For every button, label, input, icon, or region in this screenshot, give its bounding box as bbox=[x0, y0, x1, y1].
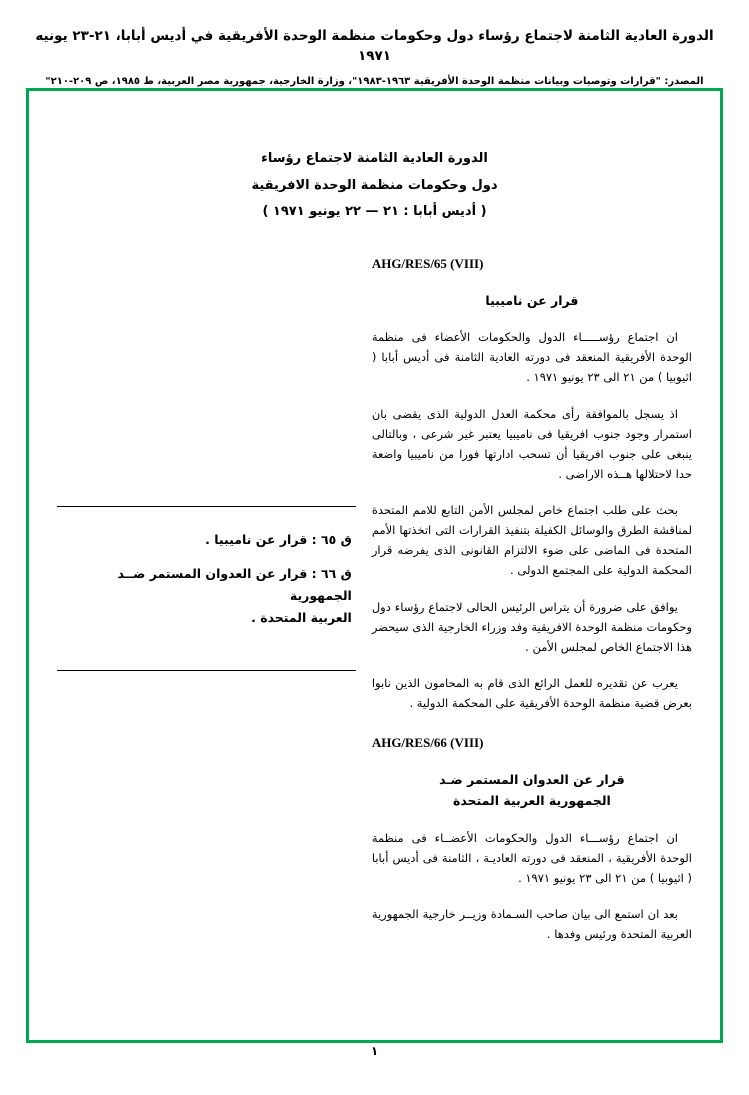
resolution-66-paragraph-1: ان اجتماع رؤســـاء الدول والحكومات الأعضــاء فى منظمة الوحدة الأفريقية ، المنعقد فى دورته العاديـة ، الثامنة فى أديس أبابا ( اثيوبيا ) من ٢١ الى ٢٣ يونيو ١٩٧١ . bbox=[371, 830, 692, 885]
resolution-65-paragraph-3: بحث على طلب اجتماع خاص لمجلس الأمن التابع للامم المتحدة لمناقشة الطرق والوسائل الكفيلة بتنفيذ القرارات التى اتخذتها الأمم المتحدة فى الماضى على ضوء الالتزام القانونى الذى يفرضه قرار المحكمة الدولية على المجتمع الدولى . bbox=[371, 503, 692, 578]
frame-content bbox=[29, 146, 720, 1095]
contents-item-65 bbox=[61, 529, 352, 551]
resolution-65-paragraph-4: يوافق على ضرورة أن يتراس الرئيس الحالى لاجتماع رؤساء دول وحكومات منظمة الوحدة الافريقية وفد وزراء الخارجية الذى سيحضر هذا الاجتماع الخاص لمجلس الأمن . bbox=[371, 599, 692, 654]
page-number: ١ bbox=[370, 1044, 379, 1058]
resolution-code-66: AHG/RES/66 (VIII) bbox=[371, 735, 484, 751]
document-title-line-3: ( أديس أبابا : ٢١ — ٢٢ يونيو ١٩٧١ ) bbox=[262, 204, 487, 220]
resolution-66-paragraph-2: بعد ان استمع الى بيان صاحب السـمادة وزيــر خارجية الجمهورية العربية المتحدة ورئيس وفدها . bbox=[371, 907, 692, 942]
contents-column bbox=[57, 256, 362, 960]
resolution-65-paragraph-2: اذ يسجل بالموافقة رأى محكمة العدل الدولية الذى يقضى بان استمرار وجود جنوب افريقيا فى ناميبيا يعتبر غير شرعى ، وبالتالى ينبغى على جنوب افريقيا أن تسحب ادارتها فورا من ناميبيا واضعة حدا لاحتلالها هــذه الاراضى . bbox=[371, 406, 692, 481]
document-header bbox=[0, 0, 749, 90]
header-title: الدورة العادية الثامنة لاجتماع رؤساء دول وحكومات منظمة الوحدة الأفريقية في أديس أبابا، ٢١-٢٣ يونيه ١٩٧١ bbox=[35, 28, 714, 65]
resolution-heading-65: قرار عن ناميبيا bbox=[485, 292, 579, 308]
body-columns bbox=[29, 256, 720, 960]
contents-list bbox=[57, 507, 356, 661]
contents-item-65-text: ق ٦٥ : قرار عن ناميبيا . bbox=[205, 531, 352, 547]
document-title-line-2: دول وحكومات منظمة الوحدة الافريقية bbox=[251, 177, 498, 193]
resolution-65-paragraph-1: ان اجتماع رؤســـــاء الدول والحكومات الأعضاء فى منظمة الوحدة الأفريقية المنعقد فى دورته العادية الثامنة فى أديس أبابا ( اثيوبيا ) من ٢١ الى ٢٣ يونيو ١٩٧١ . bbox=[371, 330, 692, 385]
resolution-heading-66-line-1: قرار عن العدوان المستمر ضـد bbox=[439, 772, 625, 788]
contents-item-66 bbox=[61, 563, 352, 629]
resolution-code-65: AHG/RES/65 (VIII) bbox=[371, 255, 484, 271]
document-title bbox=[29, 146, 720, 226]
document-title-line-1: الدورة العادية الثامنة لاجتماع رؤساء bbox=[261, 151, 488, 166]
contents-bottom-divider bbox=[57, 670, 356, 671]
resolution-65-paragraph-5: يعرب عن تقديره للعمل الرائع الذى قام به المحامون الذين نابوا بعرض قضية منظمة الوحدة الأفريقية على المحكمة الدولية . bbox=[371, 675, 692, 711]
green-border-frame bbox=[26, 88, 723, 1043]
contents-item-66-text: ق ٦٦ : قرار عن العدوان المستمر ضــد الجمهورية bbox=[117, 565, 352, 603]
contents-item-66-text-line2: العربية المتحدة . bbox=[251, 609, 352, 625]
resolution-heading-66-line-2: الجمهورية العربية المتحدة bbox=[452, 793, 611, 809]
main-text-column bbox=[362, 256, 692, 960]
resolution-heading-66 bbox=[372, 769, 692, 812]
header-source: المصدر: "قرارات وتوصيات وبيانات منظمة الوحدة الأفريقية ١٩٦٣-١٩٨٣"، وزارة الخارجية، جمهورية مصر العربية، ط ١٩٨٥، ص ٢٠٩-٢١٠" bbox=[45, 75, 704, 87]
